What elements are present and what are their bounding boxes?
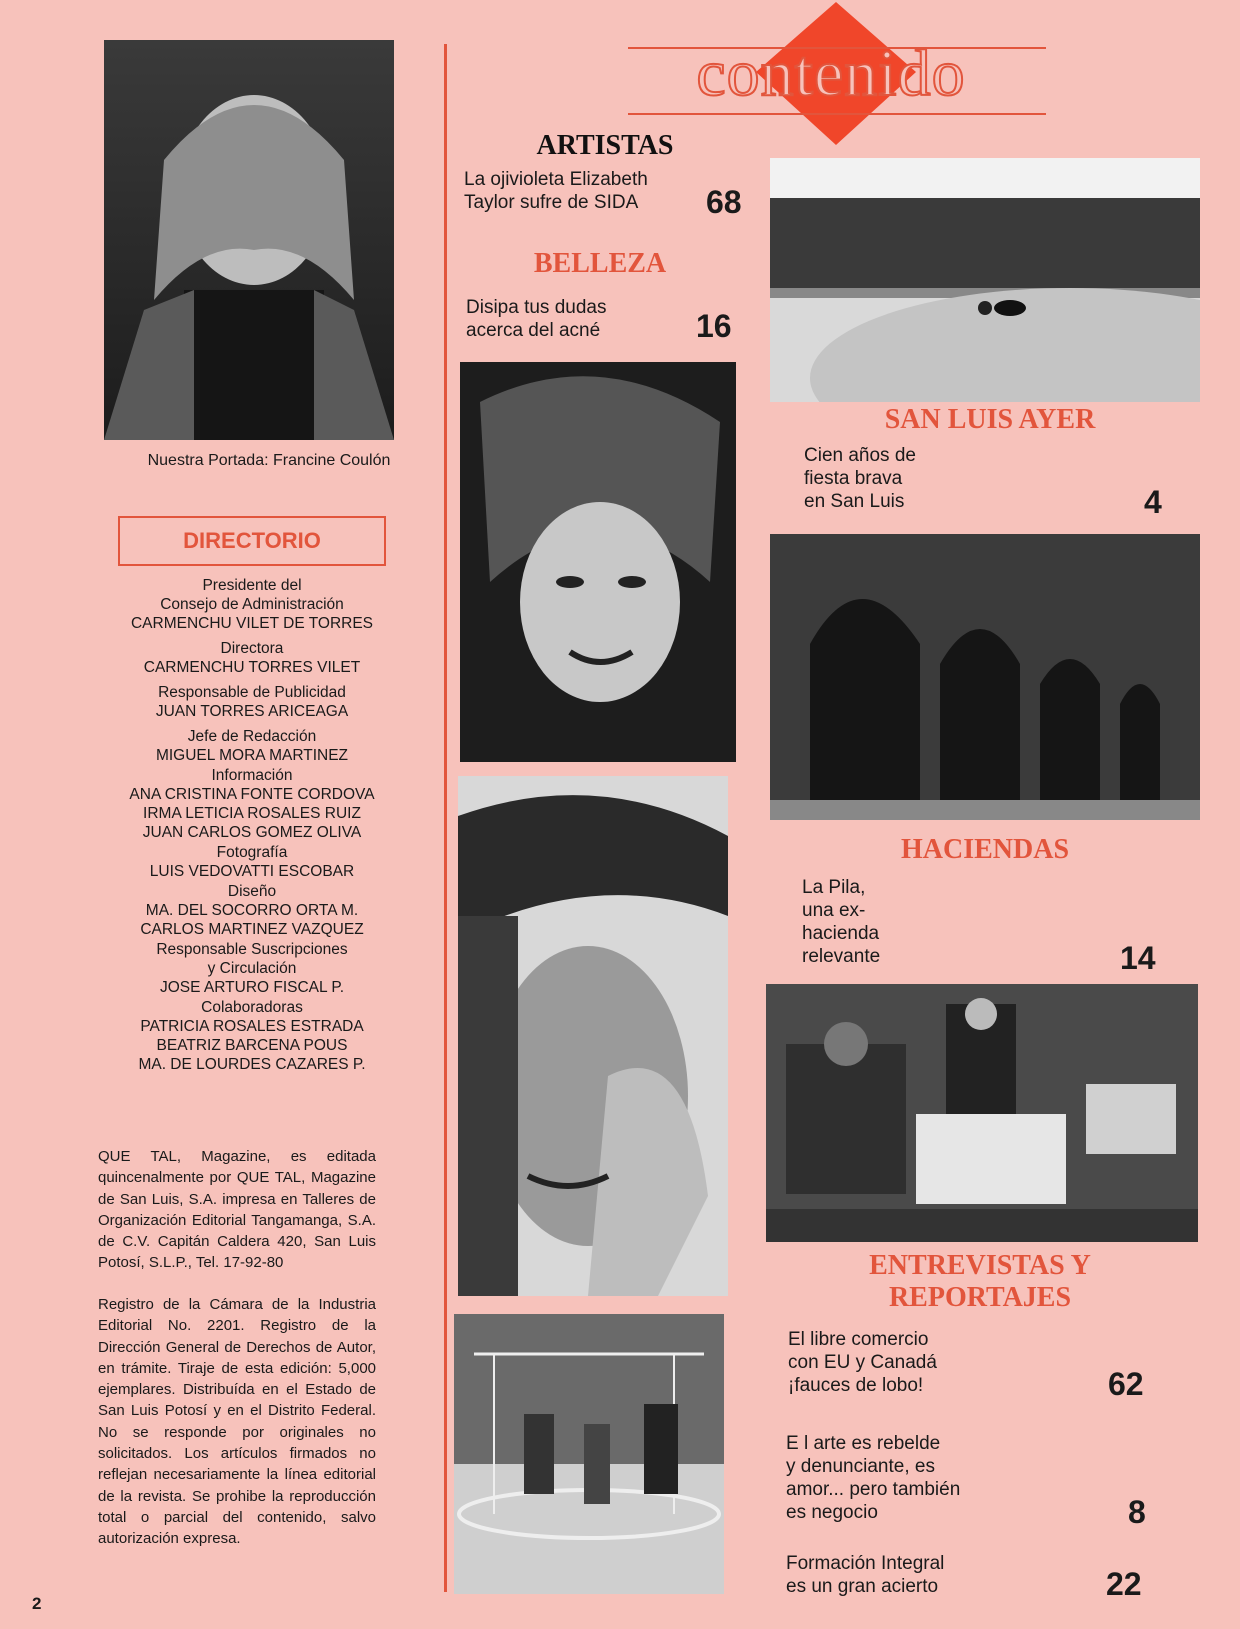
directory-list bbox=[96, 576, 408, 1075]
cover-caption: Nuestra Portada: Francine Coulón bbox=[147, 452, 391, 469]
story-line: con EU y Canadá bbox=[788, 1352, 937, 1373]
portrait-illustration bbox=[458, 776, 728, 1296]
directory-role: Colaboradoras bbox=[201, 999, 303, 1016]
story-belleza bbox=[466, 296, 606, 342]
publisher-info: QUE TAL, Magazine, es editada quincenalmente por QUE TAL, Magazine de San Luis, S.A. impresa en Talleres de Organización Editorial Tangamanga, S.A. de C.V. Capitán Caldera 420, San Luis Potosí, S.L.P., Tel. 17-92-80 bbox=[98, 1148, 376, 1272]
photo-hacienda-arches bbox=[770, 534, 1200, 820]
bullring-illustration bbox=[770, 158, 1200, 402]
story-line: en San Luis bbox=[804, 491, 905, 512]
section-title-entrevistas bbox=[830, 1250, 1130, 1314]
story-line: amor... pero también bbox=[786, 1479, 961, 1500]
story-line: hacienda bbox=[802, 923, 880, 944]
directory-group bbox=[96, 998, 408, 1074]
photo-bullring bbox=[770, 158, 1200, 402]
directory-group bbox=[96, 576, 408, 633]
story-line: E l arte es rebelde bbox=[786, 1433, 941, 1454]
story-line: y denunciante, es bbox=[786, 1456, 935, 1477]
column-divider bbox=[444, 44, 447, 1592]
page-ref-formacion-integral: 22 bbox=[1106, 1566, 1142, 1602]
page-ref-artistas: 68 bbox=[706, 184, 742, 220]
directory-role: Responsable de Publicidad bbox=[158, 684, 346, 701]
directory-role: Información bbox=[211, 767, 293, 784]
story-libre-comercio bbox=[788, 1328, 937, 1397]
directory-role: Responsable Suscripciones bbox=[156, 941, 348, 958]
photo-machinery-man bbox=[766, 984, 1198, 1242]
section-title-haciendas: HACIENDAS bbox=[900, 834, 1070, 865]
title-line: ENTREVISTAS Y bbox=[869, 1250, 1091, 1281]
directory-group bbox=[96, 766, 408, 842]
directory-role: Fotografía bbox=[216, 844, 288, 861]
directory-group bbox=[96, 843, 408, 881]
directory-role: Directora bbox=[220, 640, 284, 657]
directory-name: MA. DE LOURDES CAZARES P. bbox=[138, 1056, 366, 1073]
directory-name: LUIS VEDOVATTI ESCOBAR bbox=[149, 863, 355, 880]
contenido-logo bbox=[626, 0, 1046, 150]
story-line: relevante bbox=[802, 946, 881, 967]
photo-elizabeth-taylor bbox=[460, 362, 736, 762]
story-artistas bbox=[464, 168, 648, 214]
section-title-belleza: BELLEZA bbox=[533, 248, 667, 279]
directory-name: JOSE ARTURO FISCAL P. bbox=[159, 979, 345, 996]
story-arte-rebelde bbox=[786, 1432, 960, 1524]
story-line: acerca del acné bbox=[466, 320, 601, 341]
directory-name: JUAN TORRES ARICEAGA bbox=[155, 703, 349, 720]
directory-title: DIRECTORIO bbox=[118, 516, 386, 566]
story-formacion-integral bbox=[786, 1552, 944, 1598]
directory-role: Presidente del bbox=[202, 577, 302, 594]
story-san-luis bbox=[804, 444, 916, 513]
page-ref-haciendas: 14 bbox=[1120, 940, 1156, 976]
directory-group bbox=[96, 639, 408, 677]
story-line: es un gran acierto bbox=[786, 1576, 939, 1597]
story-line: Taylor sufre de SIDA bbox=[464, 192, 639, 213]
arches-illustration bbox=[770, 534, 1200, 820]
directory-name: PATRICIA ROSALES ESTRADA bbox=[140, 1018, 364, 1035]
directory-name: y Circulación bbox=[207, 960, 297, 977]
story-line: El libre comercio bbox=[788, 1329, 929, 1350]
directory-role: Diseño bbox=[227, 883, 277, 900]
story-line: ¡fauces de lobo! bbox=[788, 1375, 924, 1396]
directory-name: MIGUEL MORA MARTINEZ bbox=[155, 747, 349, 764]
page-ref-arte-rebelde: 8 bbox=[1128, 1494, 1146, 1530]
title-line: REPORTAJES bbox=[888, 1282, 1072, 1313]
logo-text: contenido bbox=[696, 37, 966, 110]
story-line: Disipa tus dudas bbox=[466, 297, 607, 318]
portrait-illustration bbox=[460, 362, 736, 762]
cover-photo bbox=[104, 40, 394, 440]
cover-portrait-illustration bbox=[104, 40, 394, 440]
directory-group bbox=[96, 940, 408, 997]
story-line: Cien años de bbox=[804, 445, 916, 466]
story-line: fiesta brava bbox=[804, 468, 903, 489]
story-haciendas bbox=[802, 876, 880, 968]
page-ref-libre-comercio: 62 bbox=[1108, 1366, 1144, 1402]
directory-role: Jefe de Redacción bbox=[187, 728, 317, 745]
directory-group bbox=[96, 683, 408, 721]
story-line: La Pila, bbox=[802, 877, 866, 898]
machinery-illustration bbox=[766, 984, 1198, 1242]
story-line: Formación Integral bbox=[786, 1553, 945, 1574]
directory-name: BEATRIZ BARCENA POUS bbox=[156, 1037, 348, 1054]
directory-group bbox=[96, 882, 408, 939]
directory-name: ANA CRISTINA FONTE CORDOVA bbox=[129, 786, 375, 803]
story-line: La ojivioleta Elizabeth bbox=[464, 169, 648, 190]
directory-name: JUAN CARLOS GOMEZ OLIVA bbox=[142, 824, 362, 841]
directory-name: CARMENCHU TORRES VILET bbox=[143, 659, 361, 676]
page-number: 2 bbox=[32, 1594, 42, 1613]
section-title-san-luis-ayer: SAN LUIS AYER bbox=[884, 404, 1096, 435]
directory-name: CARLOS MARTINEZ VAZQUEZ bbox=[140, 921, 364, 938]
section-title-artistas: ARTISTAS bbox=[536, 130, 674, 161]
page-ref-san-luis: 4 bbox=[1144, 484, 1162, 520]
directory-name: CARMENCHU VILET DE TORRES bbox=[130, 615, 374, 632]
playground-illustration bbox=[454, 1314, 724, 1594]
directory-name: MA. DEL SOCORRO ORTA M. bbox=[145, 902, 359, 919]
directory-group bbox=[96, 727, 408, 765]
story-line: una ex- bbox=[802, 900, 866, 921]
photo-children-playground bbox=[454, 1314, 724, 1594]
legal-notice: Registro de la Cámara de la Industria Editorial No. 2201. Registro de la Dirección General de Derechos de Autor, en trámite. Tiraje de esta edición: 5,000 ejemplares. Distribuída en el Estado de San Luis Potosí y en el Distrito Federal. No se responde por originales no solicitados. Los artículos firmados no reflejan necesariamente la línea editorial de la revista. Se prohibe la reproducción total o parcial del contenido, salvo autorización expresa. bbox=[98, 1296, 376, 1548]
directory-name: IRMA LETICIA ROSALES RUIZ bbox=[143, 805, 361, 822]
photo-woman-hat bbox=[458, 776, 728, 1296]
story-line: es negocio bbox=[786, 1502, 878, 1523]
page-ref-belleza: 16 bbox=[696, 308, 732, 344]
directory-name: Consejo de Administración bbox=[160, 596, 344, 613]
